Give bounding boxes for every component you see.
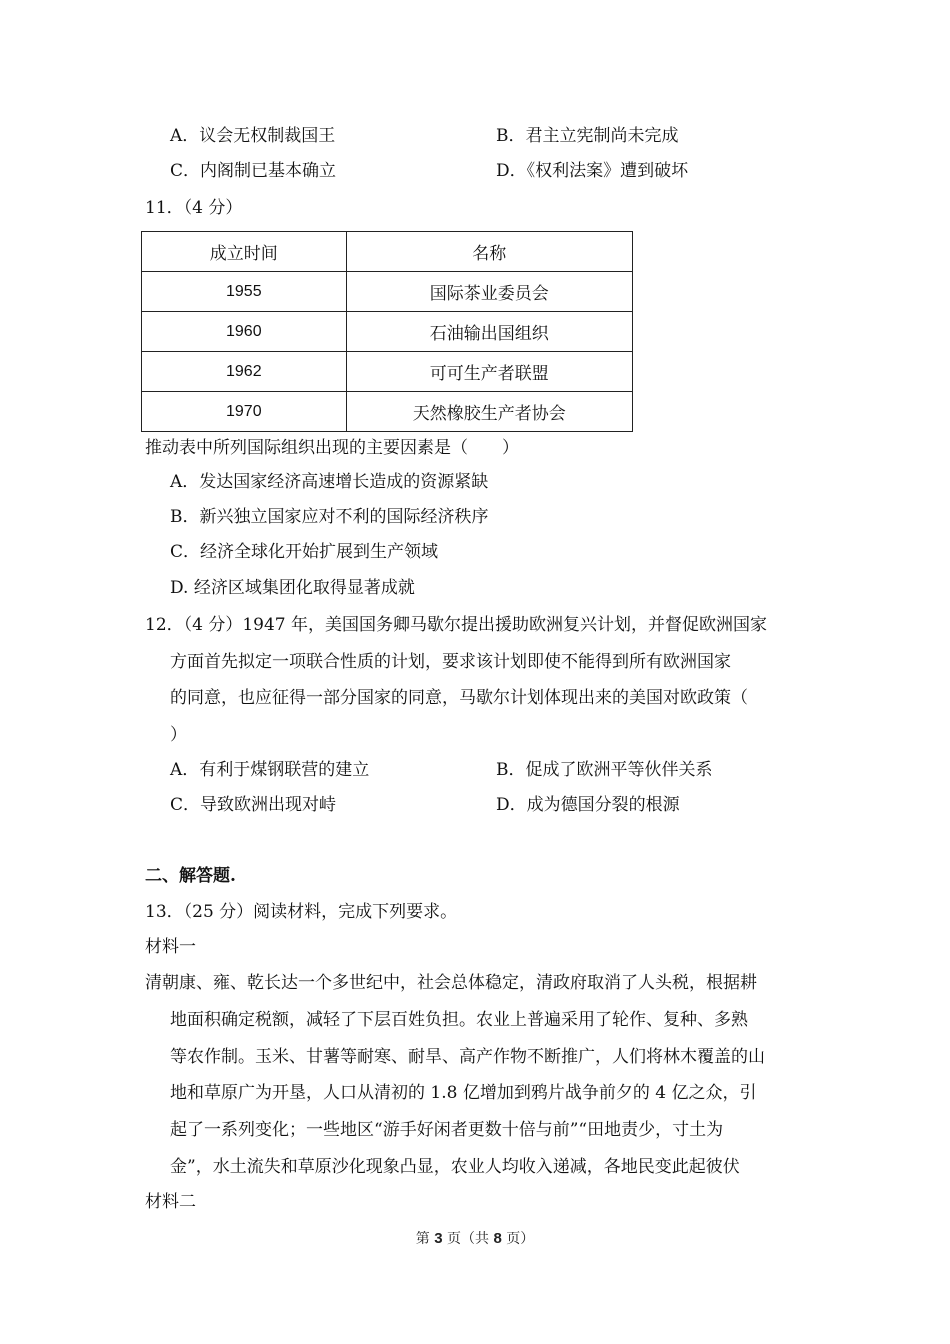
material1-line-3: 等农作制。玉米、甘薯等耐寒、耐旱、高产作物不断推广，人们将林木覆盖的山 [170,1047,765,1067]
q11-option-a: A．发达国家经济高速增长造成的资源紧缺 [170,472,489,492]
footer-suffix: 页） [501,1231,535,1247]
q13-header: 13．（25 分）阅读材料，完成下列要求。 [145,902,458,922]
material1-line-4: 地和草原广为开垦，人口从清初的 1.8 亿增加到鸦片战争前夕的 4 亿之众，引 [170,1083,757,1103]
q11-table [141,231,633,432]
table-row [142,272,633,312]
cell-year: 1962 [142,352,347,392]
q10-option-c: C．内阁制已基本确立 [170,161,337,181]
material1-line-1: 清朝康、雍、乾长达一个多世纪中，社会总体稳定，清政府取消了人头税，根据耕 [145,973,757,993]
cell-org: 可可生产者联盟 [346,352,632,392]
q11-stem: 推动表中所列国际组织出现的主要因素是（ ） [145,438,519,458]
cell-org: 石油输出国组织 [346,312,632,352]
material1-line-6: 金”，水土流失和草原沙化现象凸显，农业人均收入递减，各地民变此起彼伏 [170,1157,740,1177]
material1-line-5: 起了一系列变化；一些地区“游手好闲者更数十倍与前”“田地责少，寸土为 [170,1120,724,1140]
q11-header: 11．（4 分） [145,198,243,218]
cell-year: 1960 [142,312,347,352]
q11-option-d: D. 经济区域集团化取得显著成就 [170,578,415,598]
material2-label: 材料二 [145,1192,196,1212]
q10-option-a: A．议会无权制裁国王 [170,126,336,146]
q12-line-4: ） [170,725,187,745]
q12-line-2: 方面首先拟定一项联合性质的计划，要求该计划即使不能得到所有欧洲国家 [170,652,731,672]
q12-option-c: C．导致欧洲出现对峙 [170,795,337,815]
material1-label: 材料一 [145,937,196,957]
q11-option-b: B．新兴独立国家应对不利的国际经济秩序 [170,507,489,527]
table-header-row [142,232,633,272]
footer-prefix: 第 [415,1231,435,1247]
table-row [142,312,633,352]
q12-line-3: 的同意，也应征得一部分国家的同意，马歇尔计划体现出来的美国对欧政策（ [170,688,748,708]
footer-total-pages: 8 [493,1230,502,1247]
table-row [142,392,633,432]
q12-line-1: 12．（4 分）1947 年，美国国务卿马歇尔提出援助欧洲复兴计划，并督促欧洲国家 [145,615,768,635]
footer-middle: 页（共 [442,1231,494,1247]
page-footer [0,1229,950,1249]
q10-option-d: D．《权利法案》遭到破坏 [496,161,689,181]
cell-year: 1955 [142,272,347,312]
cell-org: 国际茶业委员会 [346,272,632,312]
q12-option-a: A．有利于煤钢联营的建立 [170,760,370,780]
column-header-name: 名称 [346,232,632,272]
footer-page-number: 3 [434,1230,443,1247]
q12-option-b: B．促成了欧洲平等伙伴关系 [496,760,713,780]
column-header-time: 成立时间 [142,232,347,272]
material1-line-2: 地面积确定税额，减轻了下层百姓负担。农业上普遍采用了轮作、复种、多熟 [170,1010,748,1030]
q10-option-b: B．君主立宪制尚未完成 [496,126,679,146]
table-row [142,352,633,392]
q12-option-d: D．成为德国分裂的根源 [496,795,680,815]
cell-year: 1970 [142,392,347,432]
section-title: 二、解答题. [145,866,236,886]
q11-option-c: C．经济全球化开始扩展到生产领域 [170,542,439,562]
cell-org: 天然橡胶生产者协会 [346,392,632,432]
